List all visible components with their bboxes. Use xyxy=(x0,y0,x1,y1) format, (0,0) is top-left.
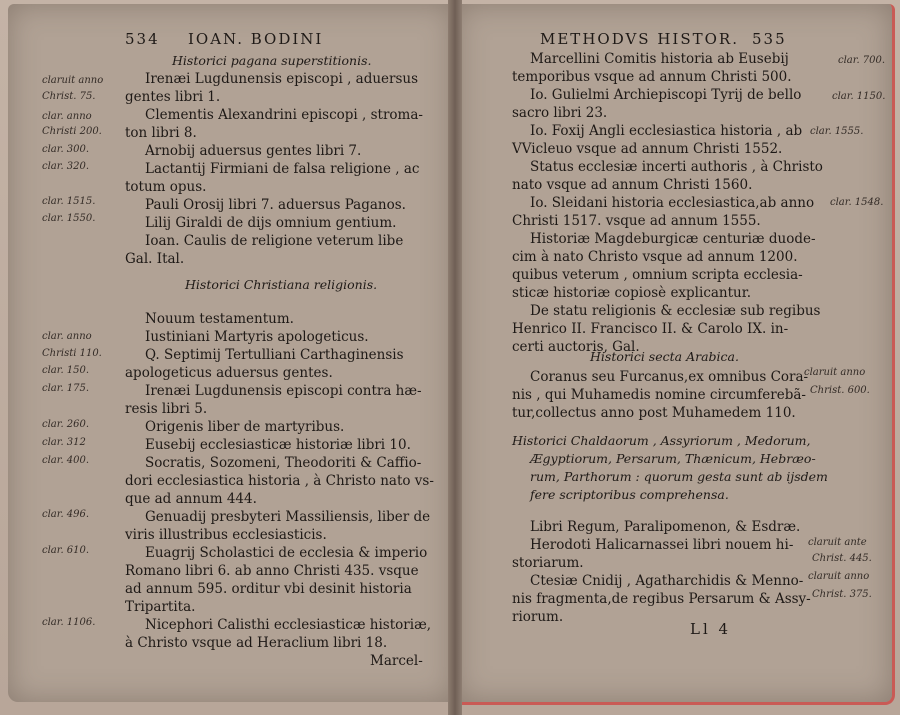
text-line: storiarum. xyxy=(512,555,584,571)
margin-note: Christi 110. xyxy=(42,348,102,359)
margin-note: Christ. 445. xyxy=(812,553,872,564)
text-line: Euagrij Scholastici de ecclesia & imperio xyxy=(145,545,428,561)
text-line: quibus veterum , omnium scripta ecclesia- xyxy=(512,267,803,283)
margin-note: clar. 175. xyxy=(42,383,90,394)
margin-note: clar. 150. xyxy=(42,365,90,376)
margin-note: clar. 1550. xyxy=(42,213,96,224)
margin-note: clar. 312 xyxy=(42,437,86,448)
text-line: cim à nato Christo vsque ad annum 1200. xyxy=(512,249,798,265)
text-line: nis , qui Muhamedis nomine circumferebã- xyxy=(512,387,806,403)
text-line: Eusebij ecclesiasticæ historiæ libri 10. xyxy=(145,437,411,453)
margin-note: clar. 320. xyxy=(42,161,90,172)
text-line: à Christo vsque ad Heraclium libri 18. xyxy=(125,635,388,651)
text-line: apologeticus aduersus gentes. xyxy=(125,365,333,381)
text-line: Origenis liber de martyribus. xyxy=(145,419,345,435)
right-section-heading: rum, Parthorum : quorum gesta sunt ab ijsdem xyxy=(530,469,828,484)
margin-note: clar. 1548. xyxy=(830,197,884,208)
margin-note: clar. 300. xyxy=(42,144,90,155)
margin-note: Christ. 600. xyxy=(810,385,870,396)
margin-note: clar. 700. xyxy=(838,55,886,66)
margin-note: claruit anno xyxy=(42,75,104,86)
text-line: Pauli Orosij libri 7. aduersus Paganos. xyxy=(145,197,406,213)
margin-note: Christi 200. xyxy=(42,126,102,137)
text-line: Romano libri 6. ab anno Christi 435. vsque xyxy=(125,563,419,579)
signature-mark: Ll 4 xyxy=(690,620,732,638)
text-line: ad annum 595. orditur vbi desinit historia xyxy=(125,581,412,597)
text-line: que ad annum 444. xyxy=(125,491,257,507)
text-line: Irenæi Lugdunensis episcopi contra hæ- xyxy=(145,383,422,399)
margin-note: clar. 260. xyxy=(42,419,90,430)
text-line: Io. Gulielmi Archiepiscopi Tyrij de bello xyxy=(530,87,802,103)
text-line: Arnobij aduersus gentes libri 7. xyxy=(145,143,362,159)
right-section-heading: Historici secta Arabica. xyxy=(590,349,739,364)
margin-note: claruit anno xyxy=(804,367,866,378)
margin-note: claruit ante xyxy=(808,537,867,548)
text-line: Irenæi Lugdunensis episcopi , aduersus xyxy=(145,71,419,87)
text-line: Io. Sleidani historia ecclesiastica,ab anno xyxy=(530,195,815,211)
text-line: Ctesiæ Cnidij , Agatharchidis & Menno- xyxy=(530,573,804,589)
margin-note: clar. 400. xyxy=(42,455,90,466)
left-page-number: 534 xyxy=(125,30,160,48)
text-line: De statu religionis & ecclesiæ sub regibus xyxy=(530,303,821,319)
text-line: dori ecclesiastica historia , à Christo nato vs- xyxy=(125,473,434,489)
text-line: totum opus. xyxy=(125,179,207,195)
text-line: Nicephori Calisthi ecclesiasticæ historiæ, xyxy=(145,617,432,633)
text-line: tur,collectus anno post Muhamedem 110. xyxy=(512,405,796,421)
text-line: Lilij Giraldi de dijs omnium gentium. xyxy=(145,215,397,231)
text-line: gentes libri 1. xyxy=(125,89,221,105)
text-line: Tripartita. xyxy=(125,599,196,615)
right-section-heading: Historici Chaldaorum , Assyriorum , Medorum, xyxy=(512,433,811,448)
right-page-number: 535 xyxy=(752,30,787,48)
text-line: Marcellini Comitis historia ab Eusebij xyxy=(530,51,789,67)
margin-note: Christ. 75. xyxy=(42,91,96,102)
catchword: Marcel- xyxy=(370,653,423,669)
margin-note: clar. anno xyxy=(42,331,92,342)
right-section-heading: fere scriptoribus comprehensa. xyxy=(530,487,729,502)
right-section-heading: Ægyptiorum, Persarum, Thænicum, Hebræo- xyxy=(530,451,816,466)
margin-note: clar. 610. xyxy=(42,545,90,556)
text-line: viris illustribus ecclesiasticis. xyxy=(125,527,327,543)
text-line: riorum. xyxy=(512,609,564,625)
text-line: Lactantij Firmiani de falsa religione , ac xyxy=(145,161,420,177)
text-line: Q. Septimij Tertulliani Carthaginensis xyxy=(145,347,404,363)
text-line: Gal. Ital. xyxy=(125,251,185,267)
text-line: Coranus seu Furcanus,ex omnibus Cora- xyxy=(530,369,809,385)
left-section-heading: Historici pagana superstitionis. xyxy=(172,53,372,68)
margin-note: clar. 1150. xyxy=(832,91,886,102)
right-running-head: METHODVS HISTOR. xyxy=(540,30,739,48)
margin-note: clar. 1555. xyxy=(810,126,864,137)
text-line: VVicleuo vsque ad annum Christi 1552. xyxy=(512,141,783,157)
margin-note: clar. 496. xyxy=(42,509,90,520)
text-line: Henrico II. Francisco II. & Carolo IX. in- xyxy=(512,321,789,337)
text-line: Historiæ Magdeburgicæ centuriæ duode- xyxy=(530,231,816,247)
text-line: temporibus vsque ad annum Christi 500. xyxy=(512,69,792,85)
text-line: nis fragmenta,de regibus Persarum & Assy- xyxy=(512,591,811,607)
text-line: Genuadij presbyteri Massiliensis, liber de xyxy=(145,509,431,525)
text-line: nato vsque ad annum Christi 1560. xyxy=(512,177,753,193)
margin-note: clar. 1515. xyxy=(42,196,96,207)
text-line: Socratis, Sozomeni, Theodoriti & Caffio- xyxy=(145,455,422,471)
text-line: Ioan. Caulis de religione veterum libe xyxy=(145,233,404,249)
margin-note: clar. anno xyxy=(42,111,92,122)
left-section-heading: Historici Christiana religionis. xyxy=(185,277,378,292)
text-line: certi auctoris, Gal. xyxy=(512,339,640,355)
text-line: Christi 1517. vsque ad annum 1555. xyxy=(512,213,761,229)
left-running-head: IOAN. BODINI xyxy=(188,30,324,48)
text-line: Libri Regum, Paralipomenon, & Esdræ. xyxy=(530,519,801,535)
margin-note: clar. 1106. xyxy=(42,617,96,628)
text-line: ton libri 8. xyxy=(125,125,197,141)
text-line: sticæ historiæ copiosè explicantur. xyxy=(512,285,752,301)
margin-note: claruit anno xyxy=(808,571,870,582)
text-line: sacro libri 23. xyxy=(512,105,608,121)
text-line: Io. Foxij Angli ecclesiastica historia , ab xyxy=(530,123,803,139)
text-line: Clementis Alexandrini episcopi , stroma- xyxy=(145,107,423,123)
text-line: Status ecclesiæ incerti authoris , à Christo xyxy=(530,159,823,175)
text-line: Iustiniani Martyris apologeticus. xyxy=(145,329,369,345)
text-line: Herodoti Halicarnassei libri nouem hi- xyxy=(530,537,794,553)
text-line: resis libri 5. xyxy=(125,401,208,417)
margin-note: Christ. 375. xyxy=(812,589,872,600)
text-line: Nouum testamentum. xyxy=(145,311,294,327)
book-gutter xyxy=(448,0,462,715)
